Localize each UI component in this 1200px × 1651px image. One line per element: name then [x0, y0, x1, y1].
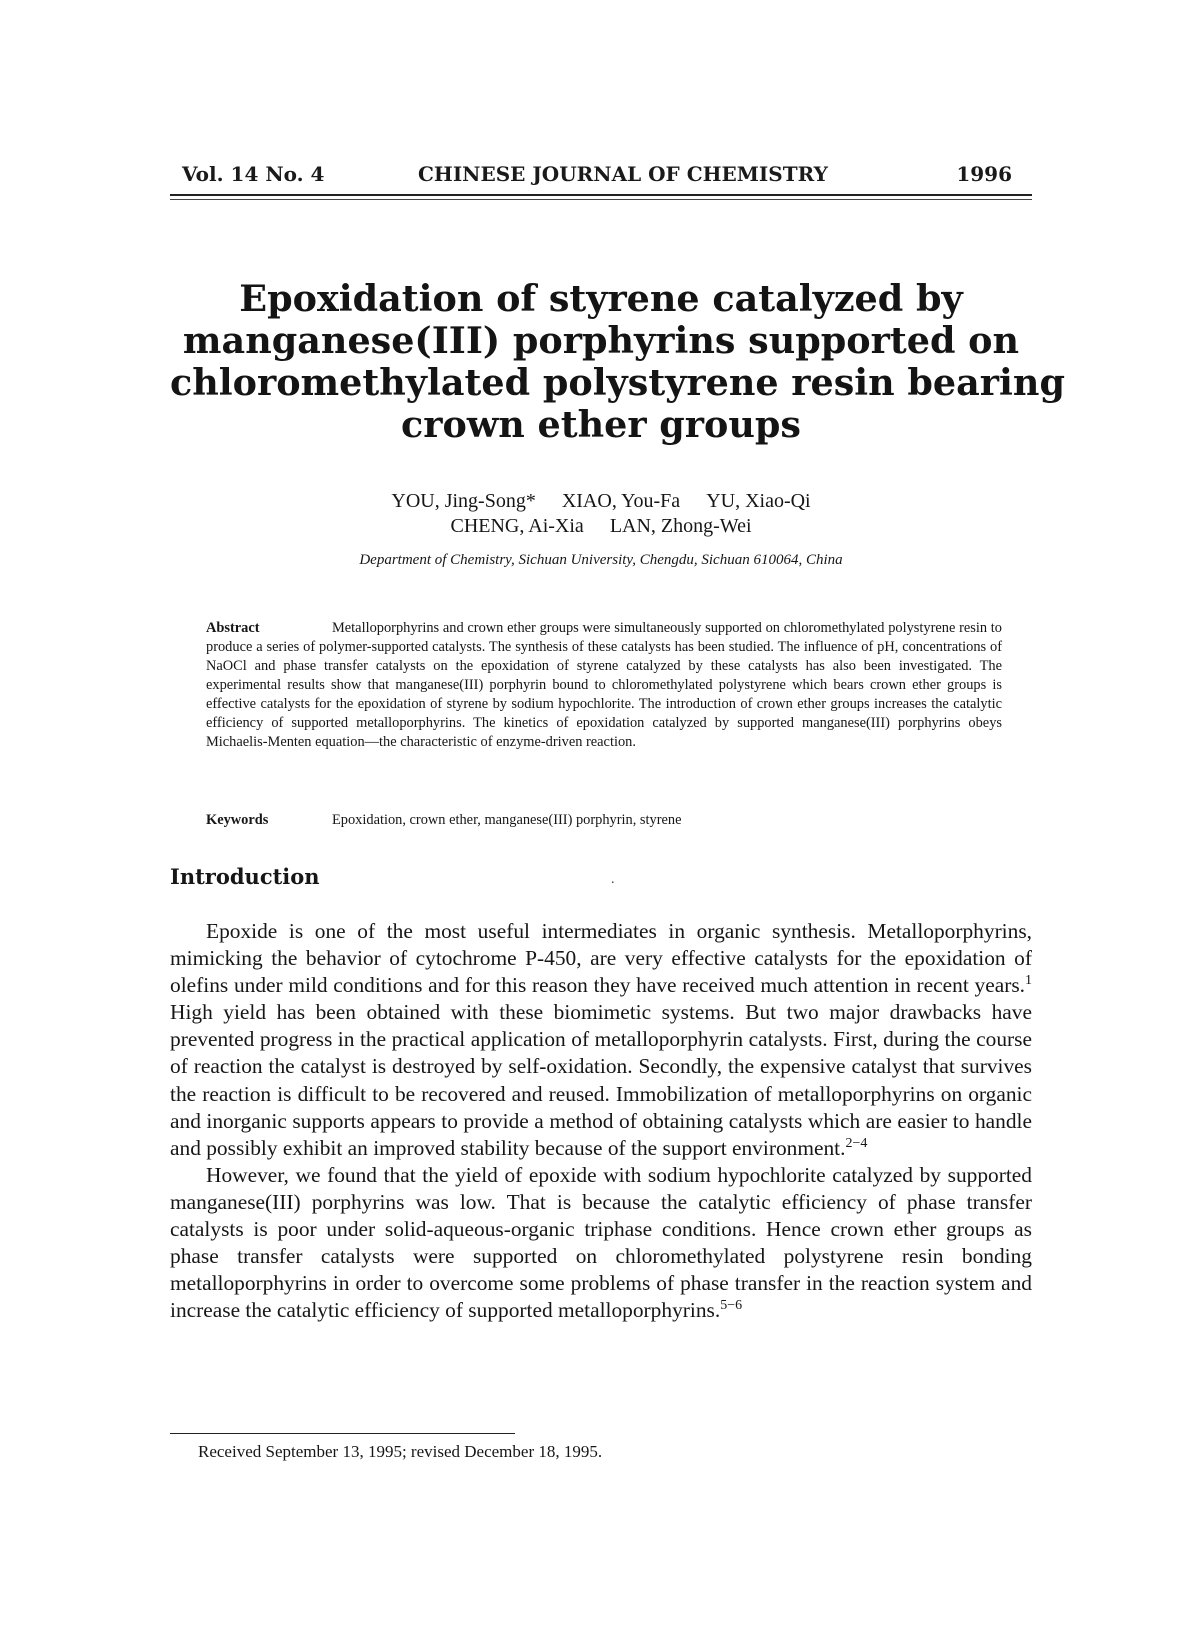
title-line: crown ether groups [401, 403, 801, 446]
abstract [206, 619, 1002, 752]
paragraph-text: However, we found that the yield of epoxide with sodium hypochlorite catalyzed by supported manganese(III) porphyrins was low. That is because the catalytic efficiency of phase transfer catalysts is poor under solid-aqueous-organic triphase conditions. Hence crown ether groups as phase transfer catalysts were supported on chloromethylated polystyrene resin bonding metalloporphyrins in order to overcome some problems of phase transfer in the reaction system and increase the catalytic efficiency of supported metalloporphyrins. [170, 1162, 1032, 1323]
citation-ref: 1 [1025, 973, 1032, 989]
author-name: CHENG, Ai-Xia [450, 515, 584, 537]
section-heading-introduction: Introduction [170, 864, 320, 889]
author-row [170, 514, 1032, 539]
keywords-text: Epoxidation, crown ether, manganese(III) porphyrin, styrene [332, 812, 682, 828]
running-header [170, 158, 1032, 190]
header-rule-thin [170, 199, 1032, 200]
citation-ref: 5−6 [720, 1298, 743, 1314]
title-line: chloromethylated polystyrene resin bearing [170, 361, 1065, 404]
author-name: LAN, Zhong-Wei [609, 515, 752, 537]
received-date-footnote: Received September 13, 1995; revised December 18, 1995. [198, 1442, 603, 1461]
paper-title [170, 277, 1065, 446]
keywords-label: Keywords [206, 812, 269, 828]
footnote-rule [170, 1433, 515, 1434]
keywords [206, 812, 1002, 829]
journal-name: CHINESE JOURNAL OF CHEMISTRY [418, 162, 828, 186]
paragraph [170, 918, 1032, 1162]
paragraph [170, 1162, 1032, 1325]
volume-number: Vol. 14 No. 4 [182, 162, 325, 186]
title-line: Epoxidation of styrene catalyzed by [239, 277, 963, 320]
abstract-label: Abstract [206, 620, 260, 636]
citation-ref: 2−4 [845, 1135, 868, 1151]
body-text [170, 918, 1032, 1324]
header-rule-thick [170, 194, 1032, 196]
paragraph-text: Epoxide is one of the most useful intermediates in organic synthesis. Metalloporphyrins, mimicking the behavior of cytochrome P-450, are very effective catalysts for the epoxidation of olefins under mild conditions and for this reason they have received much attention in recent years. [170, 919, 1032, 998]
paragraph-text: High yield has been obtained with these biomimetic systems. But two major drawbacks have prevented progress in the practical application of metalloporphyrin catalysts. First, during the course of reaction the catalyst is destroyed by self-oxidation. Secondly, the expensive catalyst that survives the reaction is difficult to be recovered and reused. Immobilization of metalloporphyrins on organic and inorganic supports appears to provide a method of obtaining catalysts which are easier to handle and possibly exhibit an improved stability because of the support environment. [170, 1000, 1032, 1160]
title-line: manganese(III) porphyrins supported on [182, 319, 1020, 362]
author-name: XIAO, You-Fa [561, 490, 681, 512]
affiliation: Department of Chemistry, Sichuan University, Chengdu, Sichuan 610064, China [359, 552, 843, 568]
author-row [170, 489, 1032, 514]
publication-year: 1996 [956, 162, 1012, 186]
author-name: YU, Xiao-Qi [706, 490, 811, 512]
scan-artifact-dot: . [611, 872, 615, 887]
abstract-text: Metalloporphyrins and crown ether groups were simultaneously supported on chloromethylated polystyrene resin to produce a series of polymer-supported catalysts. The synthesis of these catalysts has been studied. The influence of pH, concentrations of NaOCl and phase transfer catalysts on the epoxidation of styrene catalyzed by these catalysts has also been investigated. The experimental results show that manganese(III) porphyrin bound to chloromethylated polystyrene which bears crown ether groups is effective catalysts for the epoxidation of styrene by sodium hypochlorite. The introduction of crown ether groups increases the catalytic efficiency of supported metalloporphyrins. The kinetics of epoxidation catalyzed by supported manganese(III) porphyrins obeys Michaelis-Menten equation—the characteristic of enzyme-driven reaction. [206, 620, 1002, 750]
author-list [170, 489, 1032, 539]
author-name: YOU, Jing-Song* [391, 490, 536, 512]
